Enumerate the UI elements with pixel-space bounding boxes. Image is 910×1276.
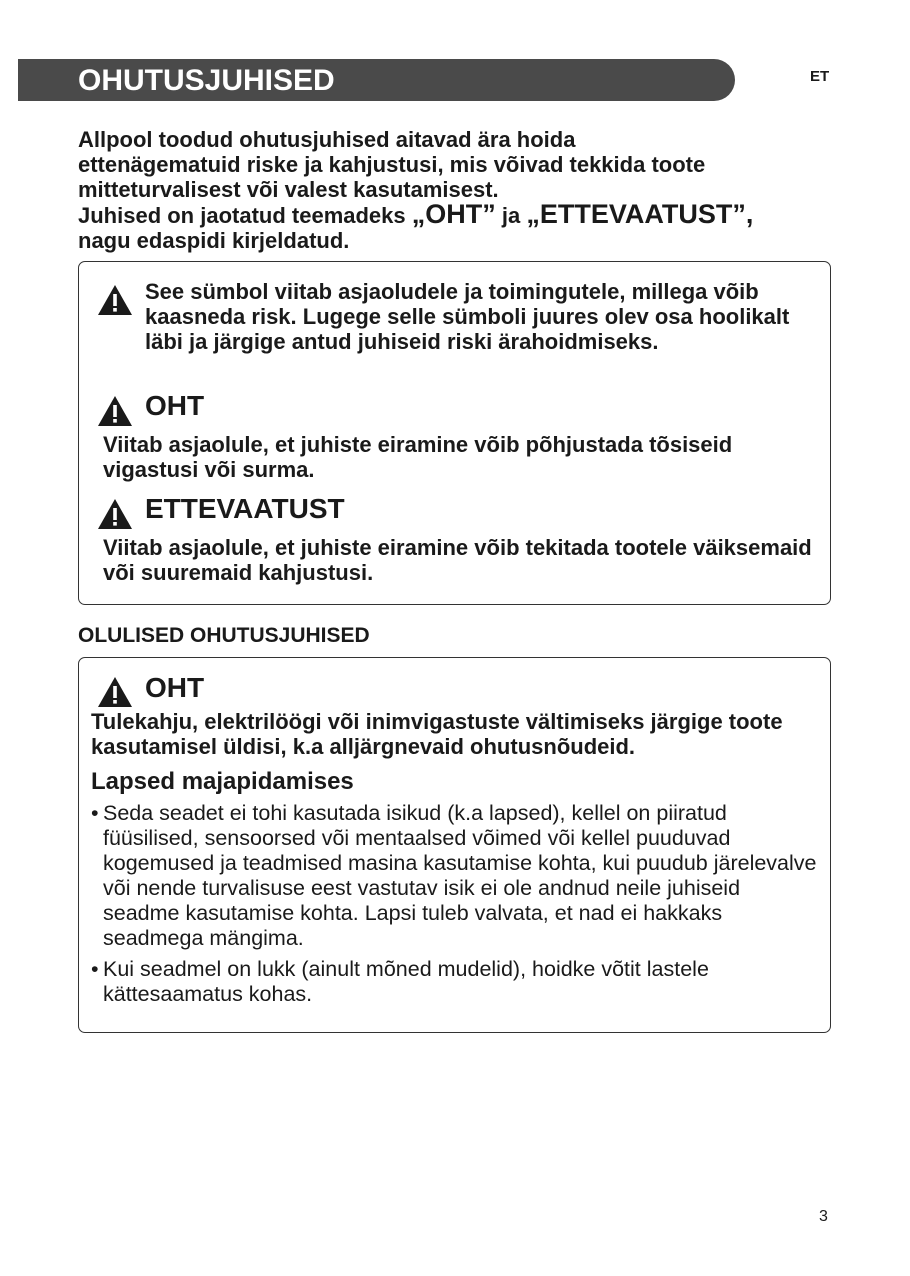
warning-triangle-icon (97, 395, 133, 427)
intro-text: , (745, 199, 754, 229)
bullet-list (91, 801, 821, 1013)
intro-text: Juhised on jaotatud teemadeks (78, 203, 412, 228)
important-safety-box (78, 657, 831, 1033)
symbol-description: See sümbol viitab asjaoludele ja toimingutele, millega võib kaasneda risk. Lugege selle sümboli juures olev osa hoolikalt läbi ja järgige antud juhiseid riski ärahoidmiseks. (145, 279, 790, 354)
danger-heading: OHT (145, 390, 205, 421)
intro-danger-term: „OHT” (411, 199, 496, 229)
page-number: 3 (819, 1208, 828, 1225)
danger-description: Tulekahju, elektrilöögi või inimvigastuste vältimiseks järgige toote kasutamisel üldisi, k.a alljärgnevaid ohutusnõudeid. (91, 709, 783, 759)
subheading: Lapsed majapidamises (91, 768, 354, 795)
list-item (91, 801, 821, 951)
section-title: OLULISED OHUTUSJUHISED (78, 624, 370, 647)
title-bar (18, 59, 735, 101)
bullet-text: Seda seadet ei tohi kasutada isikud (k.a lapsed), kellel on piiratud füüsilised, sensoorsed või mentaalsed võimed või kellel puuduvad kogemused ja teadmised masina kasutamise kohta, kui puudub järelevalve või nende turvalisuse eest vastutav isik ei ole andnud neile juhiseid seadme kasutamise kohta. Lapsi tuleb valvata, et nad ei hakkaks seadmega mängima. (103, 801, 817, 950)
intro-caution-term: „ETTEVAATUST” (526, 199, 746, 229)
bullet-icon: • (91, 957, 99, 981)
language-code: ET (810, 68, 830, 85)
danger-heading: OHT (145, 672, 205, 703)
danger-description: Viitab asjaolule, et juhiste eiramine võib põhjustada tõsiseid vigastusi või surma. (103, 432, 733, 482)
intro-line: nagu edaspidi kirjeldatud. (78, 228, 350, 253)
intro-line: mitteturvalisest või valest kasutamisest. (78, 177, 499, 202)
bullet-icon: • (91, 801, 99, 825)
symbol-explanation-box (78, 261, 831, 605)
intro-line: Allpool toodud ohutusjuhised aitavad ära hoida (78, 127, 576, 152)
intro-text: ja (495, 203, 527, 228)
page-title: OHUTUSJUHISED (78, 64, 335, 97)
caution-description: Viitab asjaolule, et juhiste eiramine võib tekitada tootele väiksemaid või suuremaid kahjustusi. (103, 535, 812, 585)
warning-triangle-icon (97, 498, 133, 530)
intro-paragraph (78, 127, 848, 253)
caution-heading: ETTEVAATUST (145, 493, 345, 524)
bullet-text: Kui seadmel on lukk (ainult mõned mudelid), hoidke võtit lastele kättesaamatus kohas. (103, 957, 709, 1006)
warning-triangle-icon (97, 284, 133, 316)
warning-triangle-icon (97, 676, 133, 708)
list-item (91, 957, 821, 1007)
intro-line (78, 199, 848, 229)
intro-line: ettenägematuid riske ja kahjustusi, mis võivad tekkida toote (78, 152, 706, 177)
